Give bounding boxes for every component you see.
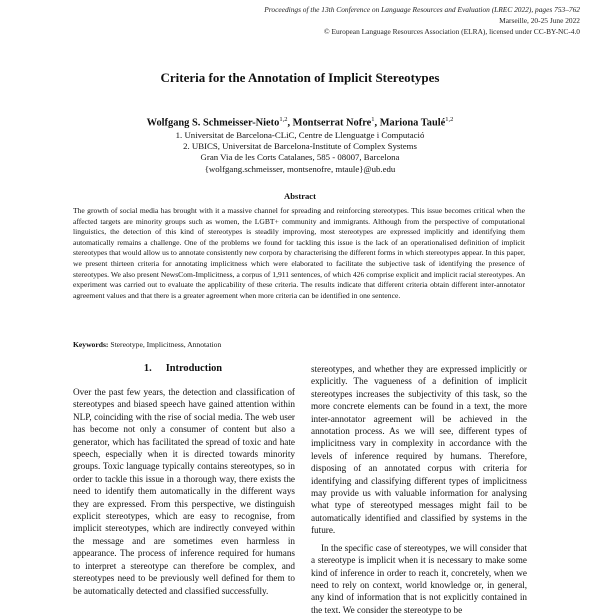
license-line: © European Language Resources Association (ELRA), licensed under CC-BY-NC-4.0 — [323, 27, 580, 36]
author-affiliation-marker: 1,2 — [279, 116, 288, 123]
body-paragraph: In the specific case of stereotypes, we will consider that a stereotype is implicit when it is necessary to make some kind of inference in order to reach it, concretely, when we need to rely on context, world knowledge or, in general, any kind of information that is not explicitly contained in the text. We consider the stereotype to be — [311, 542, 527, 615]
author-separator: , — [287, 117, 293, 129]
author-name: Montserrat Nofre — [292, 117, 372, 129]
author-separator: , — [374, 117, 380, 129]
author-affiliation-marker: 1,2 — [445, 116, 454, 123]
abstract-text: The growth of social media has brought with it a massive channel for spreading and reinforcing stereotypes. This issue becomes critical when the affected targets are minority groups such as women, the LGBT+ community and immigrants. Although from the perspective of computational linguistics, the detection of this kind of stereotypes is steadily improving, most stereotypes are expressed implicitly and identifying them automatically remains a challenge. One of the problems we found for tackling this issue is the lack of an operationalised definition of implicit stereotypes that would allow us to annotate consistently new corpora by characterising the different forms in which stereotypes appear. In this paper, we present thirteen criteria for annotating implicitness which were elaborated to facilitate the subjective task of identifying the presence of stereotypes. We also present NewsCom-Implicitness, a corpus of 1,911 sentences, of which 426 comprise explicit and implicit racial stereotypes. An experiment was carried out to evaluate the applicability of these criteria. The results indicate that different criteria obtain different inter-annotator agreement values and that there is a greater agreement when more criteria can be identified in one sentence. — [73, 206, 525, 300]
author-affiliation-marker: 1 — [371, 116, 375, 123]
section-title: Introduction — [165, 363, 223, 374]
body-paragraph: stereotypes, and whether they are expressed implicitly or explicitly. The vagueness of a definition of implicit stereotypes increases the subjectivity of this task, so the more concrete elements can be found in a text, the more inter-annotator agreement will be achieved in the annotation process. As we will see, different types of implicitness vary in complexity in accordance with the levels of inference required by humans. Therefore, disposing of an annotated corpus with criteria for identifying and classifying different types of implicitness may provide us with valuable information for analysing what type of stereotyped messages might fail to be automatically identified and classified by systems in the future. — [311, 364, 527, 536]
affiliation-line: 2. UBICS, Universitat de Barcelona-Institute of Complex Systems — [183, 141, 417, 152]
affiliation-line: 1. Universitat de Barcelona-CLiC, Centre de Llenguatge i Computació — [175, 130, 425, 140]
address-line: Gran Via de les Corts Catalanes, 585 - 08007, Barcelona — [200, 152, 400, 163]
right-column — [311, 363, 527, 615]
left-column — [73, 386, 295, 600]
section-heading-introduction — [73, 363, 293, 374]
proceedings-line: Proceedings of the 13th Conference on Language Resources and Evaluation (LREC 2022), pages 753–762 — [264, 5, 580, 14]
email-line: {wolfgang.schmeisser, montsenofre, mtaule}@ub.edu — [204, 163, 396, 174]
author-name: Wolfgang S. Schmeisser-Nieto — [146, 117, 280, 129]
keywords-text: Stereotype, Implicitness, Annotation — [110, 340, 222, 349]
proceedings-header — [200, 4, 580, 37]
keywords-label: Keywords: — [73, 340, 109, 349]
body-paragraph: Over the past few years, the detection and classification of stereotypes and biased speech have gained attention within NLP, coinciding with the rise of social media. The web user has become not only a consumer of content but also a generator, which has facilitated the spread of toxic and hate speech, especially when it is directed towards minority groups. Toxic language typically contains stereotypes, so in order to tackle this issue in a thorough way, there exists the need to identify them automatically in the different ways they are expressed. From this perspective, we distinguish explicit stereotypes, which are easy to recognise, from implicit stereotypes, which are indirectly conveyed within the message and are sometimes even harmless in appearance. The process of inference required for humans to interpret a stereotype can therefore be complex, and stereotypes need to be previously well defined for them to be automatically detected and classified successfully. — [73, 387, 295, 596]
affiliations — [0, 130, 600, 175]
author-name: Mariona Taulé — [379, 117, 446, 129]
paper-title: Criteria for the Annotation of Implicit Stereotypes — [160, 70, 440, 85]
section-number: 1. — [143, 363, 152, 374]
venue-line: Marseille, 20-25 June 2022 — [499, 16, 580, 25]
keywords — [73, 340, 525, 349]
abstract-heading: Abstract — [284, 191, 316, 201]
author-list — [0, 116, 600, 128]
